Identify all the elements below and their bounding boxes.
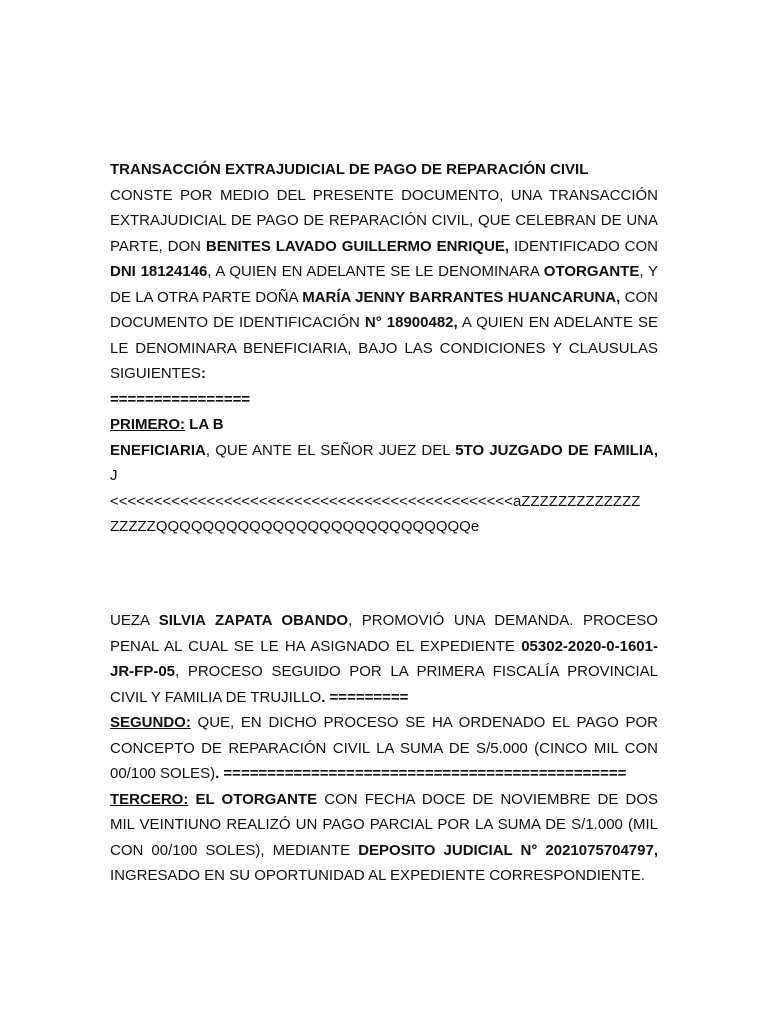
beneficiaria-doc: N° 18900482,: [364, 314, 458, 331]
separator-line: ================: [110, 390, 251, 408]
intro-text: A QUIEN EN ADELANTE SE LE DENOMINARA BENEFICIARIA, BAJO LAS CONDICIONES Y CLAUSULAS SIGUIENTES: [110, 314, 659, 382]
primero-heading: [110, 412, 658, 438]
document-block-top: [110, 157, 658, 540]
intro-text: CON DOCUMENTO DE IDENTIFICACIÓN: [110, 288, 659, 331]
garbage-line-1: <<<<<<<<<<<<<<<<<<<<<<<<<<<<<<<<<<<<<<<<<<<<<<aZZZZZZZZZZZZZ: [110, 492, 641, 510]
otorgante-role: OTORGANTE: [543, 263, 640, 280]
tercero-text: CON FECHA DOCE DE NOVIEMBRE DE DOS MIL VEINTIUNO REALIZÓ UN PAGO PARCIAL POR LA SUMA DE S/1.000 (MIL CON 00/100 SOLES), MEDIANTE: [110, 790, 658, 859]
beneficiaria-name: MARÍA JENNY BARRANTES HUANCARUNA,: [302, 288, 621, 306]
court-name: 5TO JUZGADO DE FAMILIA,: [455, 441, 658, 459]
primero-text: , QUE ANTE EL SEÑOR JUEZ DEL: [205, 441, 456, 459]
garbage-line-2: ZZZZZQQQQQQQQQQQQQQQQQQQQQQQQQQQe: [110, 518, 480, 535]
primero-text: , PROMOVIÓ UNA DEMANDA. PROCESO PENAL AL CUAL SE LE HA ASIGNADO EL EXPEDIENTE: [110, 612, 658, 655]
separator-inline: ==============================================: [223, 765, 627, 782]
primero-text: , PROCESO SEGUIDO POR LA PRIMERA FISCALÍA PROVINCIAL CIVIL Y FAMILIA DE TRUJILLO: [110, 663, 658, 706]
document-title: TRANSACCIÓN EXTRAJUDICIAL DE PAGO DE REPARACIÓN CIVIL: [110, 161, 589, 178]
tercero-role: EL OTORGANTE: [188, 790, 318, 808]
primero-head: LA B: [185, 416, 224, 433]
primero-label: PRIMERO:: [110, 416, 185, 433]
primero-bold: ENEFICIARIA: [110, 441, 206, 459]
segundo-label: SEGUNDO:: [110, 714, 191, 731]
document-block-bottom: [110, 608, 658, 889]
intro-text: , Y DE LA OTRA PARTE DOÑA: [110, 263, 658, 306]
primero-dot: .: [321, 688, 330, 706]
primero-paragraph: [110, 438, 658, 489]
intro-text: , A QUIEN EN ADELANTE SE LE DENOMINARA: [207, 263, 544, 280]
expediente-number: 05302-2020-0-1601-JR-FP-05: [110, 637, 658, 680]
separator-inline: =========: [329, 688, 409, 706]
tercero-text: INGRESADO EN SU OPORTUNIDAD AL EXPEDIENTE CORRESPONDIENTE.: [110, 867, 646, 884]
judge-name: SILVIA ZAPATA OBANDO: [158, 612, 349, 629]
otorgante-name: BENITES LAVADO GUILLERMO ENRIQUE,: [205, 237, 510, 255]
deposito-judicial: DEPOSITO JUDICIAL N° 2021075704797,: [358, 841, 659, 859]
tercero-label: TERCERO:: [110, 790, 189, 808]
segundo-text: QUE, EN DICHO PROCESO SE HA ORDENADO EL PAGO POR CONCEPTO DE REPARACIÓN CIVIL LA SUMA DE S/5.000 (CINCO MIL CON 00/100 SOLES): [110, 714, 658, 782]
intro-text: IDENTIFICADO CON: [509, 237, 658, 255]
primero-text: J: [110, 467, 118, 484]
segundo-paragraph: [110, 710, 658, 787]
segundo-dot: .: [215, 765, 224, 782]
otorgante-dni: DNI 18124146: [110, 263, 208, 280]
primero-continuation: [110, 608, 658, 710]
intro-colon: :: [200, 365, 206, 382]
tercero-paragraph: [110, 787, 658, 889]
primero-text: UEZA: [110, 612, 159, 629]
intro-text: CONSTE POR MEDIO DEL PRESENTE DOCUMENTO, UNA TRANSACCIÓN EXTRAJUDICIAL DE PAGO DE REPARACIÓN CIVIL, QUE CELEBRAN DE UNA PARTE, DON: [110, 186, 658, 255]
intro-paragraph: [110, 183, 658, 387]
